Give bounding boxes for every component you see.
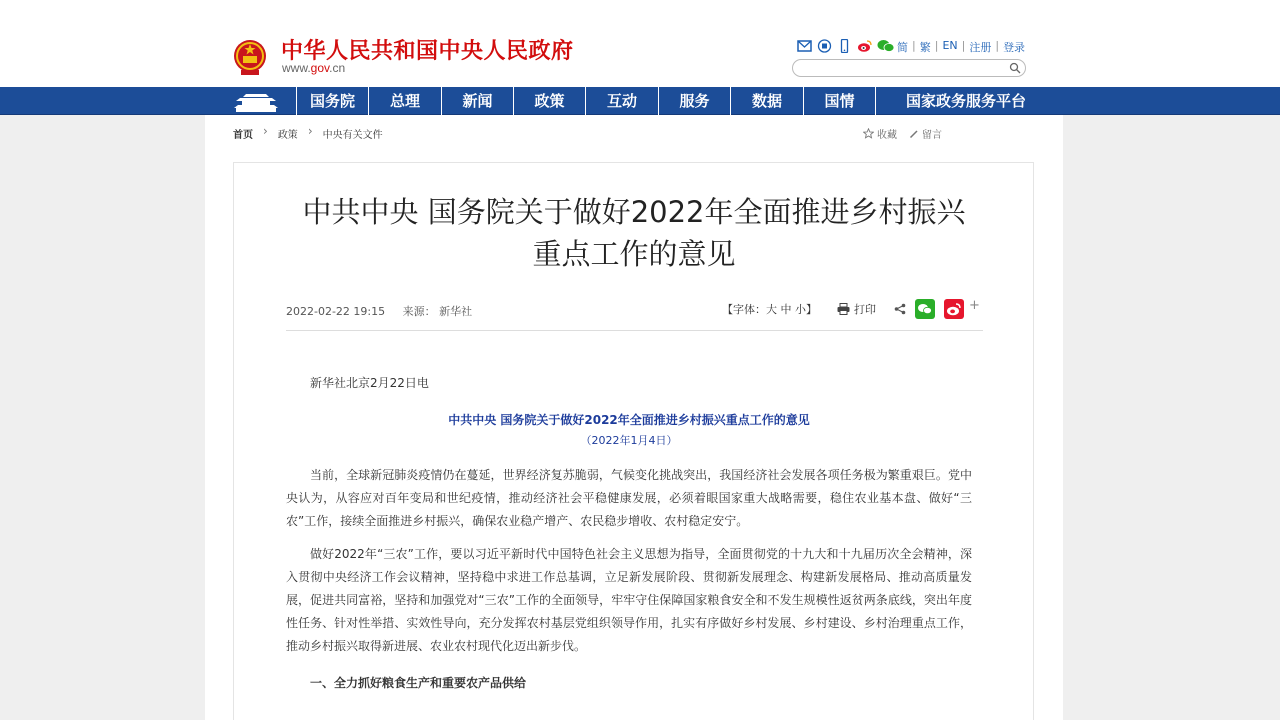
nav-item-news[interactable]: 新闻 <box>441 87 513 115</box>
link-simplified[interactable]: 简 <box>897 41 908 54</box>
nav-item-premier[interactable]: 总理 <box>368 87 441 115</box>
nav-item-policy[interactable]: 政策 <box>513 87 585 115</box>
pencil-icon <box>909 129 919 139</box>
language-links: 简 | 繁 | EN | 注册 | 登录 <box>897 39 1026 54</box>
chevron-right-icon: › <box>307 124 313 138</box>
tiananmen-icon[interactable] <box>232 89 280 113</box>
weibo-icon <box>944 299 964 319</box>
document-title: 中共中央 国务院关于做好2022年全面推进乡村振兴重点工作的意见 <box>448 413 810 427</box>
section-heading: 一、全力抓好粮食生产和重要农产品供给 <box>310 676 527 690</box>
app-icon[interactable] <box>817 39 832 53</box>
breadcrumb <box>233 126 383 141</box>
wechat-icon <box>915 299 935 319</box>
mail-icon[interactable] <box>797 39 812 53</box>
top-icon-bar <box>797 38 895 54</box>
site-title[interactable]: 中华人民共和国中央人民政府 <box>281 39 574 64</box>
link-english[interactable]: EN <box>942 39 958 52</box>
main-nav <box>0 87 1280 115</box>
breadcrumb-central-docs[interactable]: 中央有关文件 <box>322 130 383 141</box>
more-share-icon[interactable]: + <box>969 297 980 313</box>
chevron-right-icon: › <box>263 124 268 138</box>
paragraph: 当前，全球新冠肺炎疫情仍在蔓延，世界经济复苏脆弱，气候变化挑战突出，我国经济社会发展各项任务极为繁重艰巨。党中央认为，从容应对百年变局和世纪疫情，推动经济社会平稳健康发展，必须着眼国家重大战略需要，稳住农业基本盘、做好“三农”工作，接续全面推进乡村振兴，确保农业稳产增产、农民稳步增收、农村稳定安宁。 <box>286 468 972 528</box>
breadcrumb-policy[interactable]: 政策 <box>277 130 298 141</box>
comment-button[interactable]: 留言 <box>909 126 942 141</box>
article-dateline: 新华社北京2月22日电 <box>310 376 429 390</box>
publish-datetime: 2022-02-22 19:15 <box>286 305 386 318</box>
article-title <box>0 191 1268 275</box>
print-button[interactable]: 打印 <box>837 301 876 317</box>
nav-list <box>296 87 1056 115</box>
nav-item-gov-service-platform[interactable]: 国家政务服务平台 <box>875 87 1056 115</box>
nav-item-state-council[interactable]: 国务院 <box>296 87 368 115</box>
nav-item-national-info[interactable]: 国情 <box>803 87 875 115</box>
article-body <box>286 372 972 695</box>
nav-item-services[interactable]: 服务 <box>658 87 730 115</box>
meta-divider <box>286 330 983 331</box>
site-header <box>0 0 1280 87</box>
page-tools <box>863 126 942 141</box>
title-line-2: 重点工作的意见 <box>532 237 736 271</box>
breadcrumb-home[interactable]: 首页 <box>233 130 253 141</box>
search-input[interactable] <box>792 59 1026 77</box>
weibo-icon[interactable] <box>857 39 872 53</box>
article-meta <box>286 303 486 319</box>
paragraph: 做好2022年“三农”工作，要以习近平新时代中国特色社会主义思想为指导，全面贯彻党的十九大和十九届历次全会精神，深入贯彻中央经济工作会议精神，坚持稳中求进工作总基调，立足新发展阶段、贯彻新发展理念、构建新发展格局、推动高质量发展，促进共同富裕，坚持和加强党对“三农”工作的全面领导，牢牢守住保障国家粮食安全和不发生规模性返贫两条底线，突出年度性任务、针对性举措、实效性导向，充分发挥农村基层党组织领导作用，扎实有序做好乡村发展、乡村建设、乡村治理重点工作，推动乡村振兴取得新进展、农业农村现代化迈出新步伐。 <box>286 547 972 653</box>
wechat-icon[interactable] <box>877 39 895 53</box>
article-tools <box>722 299 980 319</box>
favorite-button[interactable]: 收藏 <box>863 126 897 141</box>
font-size-selector[interactable]: 【字体：大 中 小】 <box>722 303 817 316</box>
share-icon[interactable] <box>894 303 906 315</box>
article-source: 来源： 新华社 <box>402 305 473 318</box>
site-domain: www.gov.cn <box>282 61 346 75</box>
printer-icon <box>837 303 850 315</box>
link-traditional[interactable]: 繁 <box>919 41 931 54</box>
document-date: （2022年1月4日） <box>580 434 678 447</box>
search-icon[interactable] <box>1009 62 1021 74</box>
share-wechat-button[interactable] <box>915 299 935 319</box>
title-line-1: 中共中央 国务院关于做好2022年全面推进乡村振兴 <box>302 195 966 229</box>
share-weibo-button[interactable] <box>944 299 964 319</box>
nav-item-interaction[interactable]: 互动 <box>585 87 658 115</box>
link-register[interactable]: 注册 <box>969 41 992 54</box>
star-icon <box>863 128 874 139</box>
nav-item-data[interactable]: 数据 <box>730 87 803 115</box>
national-emblem-icon[interactable] <box>233 37 267 77</box>
link-login[interactable]: 登录 <box>1003 41 1026 54</box>
mobile-icon[interactable] <box>837 39 852 53</box>
